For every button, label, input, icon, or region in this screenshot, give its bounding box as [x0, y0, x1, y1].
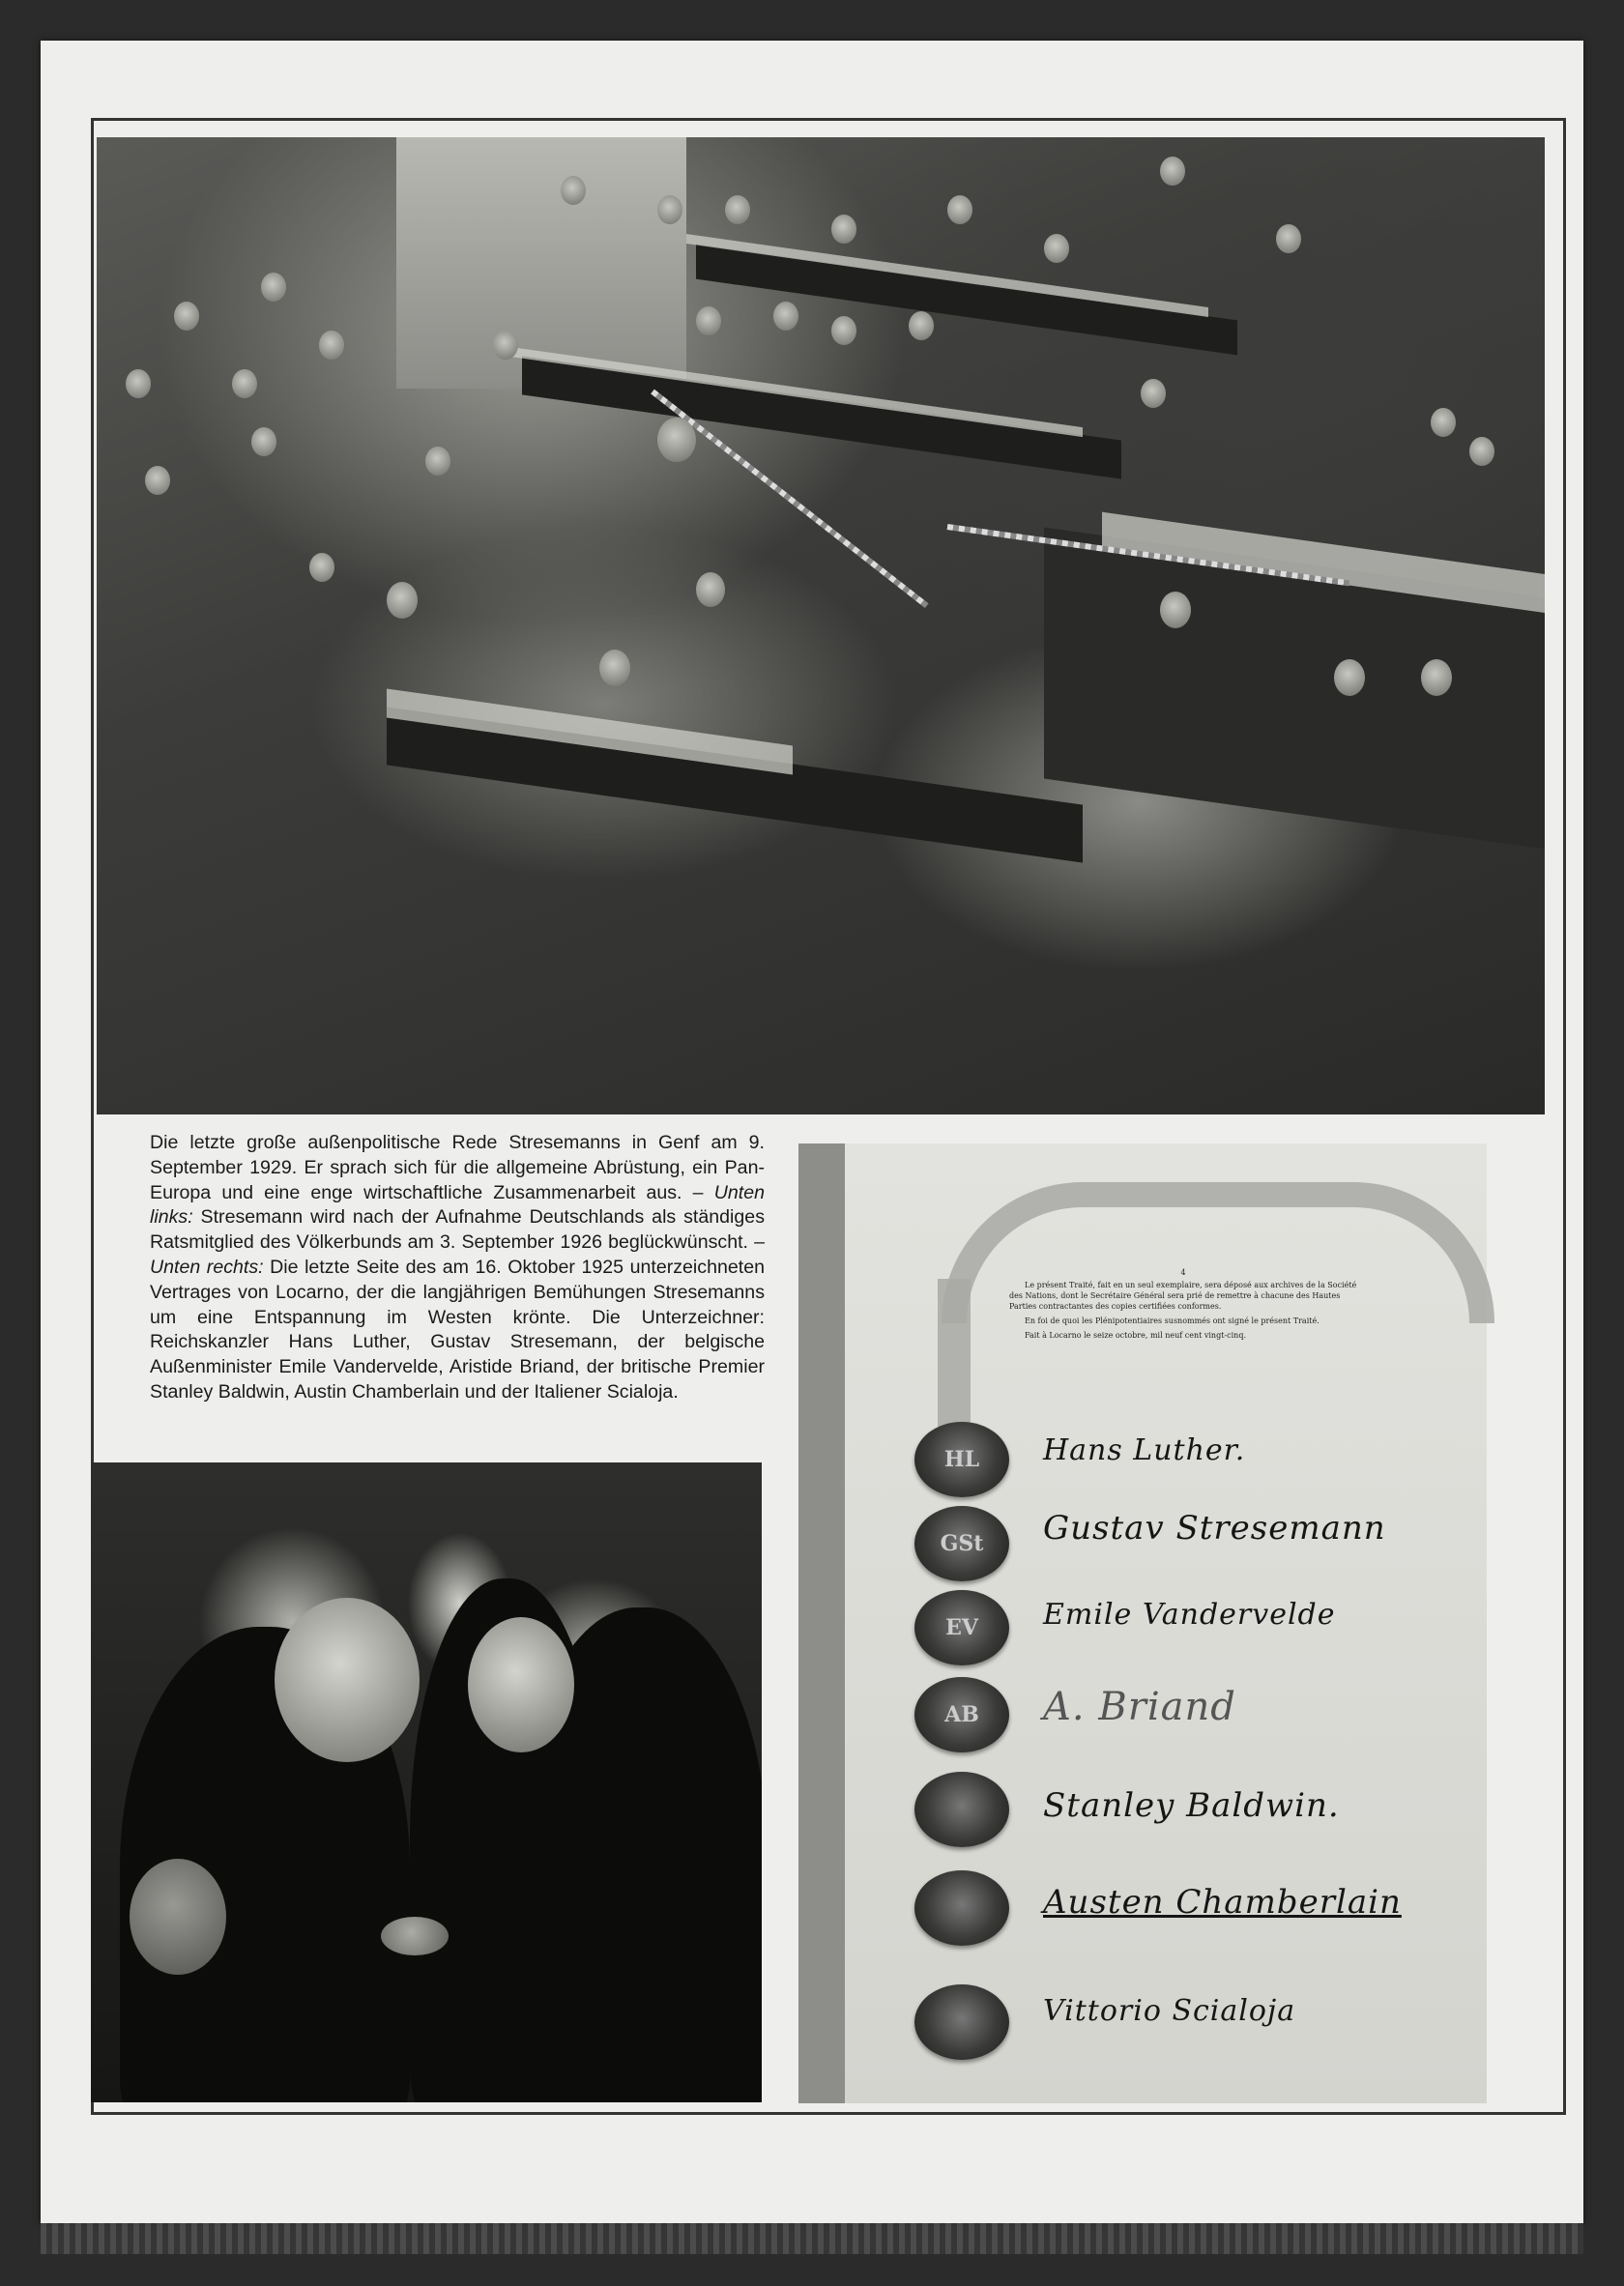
photo-head [1431, 408, 1456, 437]
photo-head [561, 176, 586, 205]
photo-head [126, 369, 151, 398]
treaty-sheet [845, 1143, 1487, 2103]
photo-head [1141, 379, 1166, 408]
treaty-paragraph: Fait à Locarno le seize octobre, mil neuf cent vingt-cinq. [1025, 1331, 1246, 1340]
caption-text-2: Stresemann wird nach der Aufnahme Deutschlands als ständiges Ratsmitglied des Völkerbunds am 3. September 1926 beglückwünscht. – [150, 1206, 765, 1254]
signature-briand: A. Briand [1043, 1685, 1236, 1729]
wax-seal [914, 1870, 1009, 1946]
photo-head [1276, 224, 1301, 253]
photo-head [696, 572, 725, 607]
photo-head [309, 553, 334, 582]
signature-stresemann: Gustav Stresemann [1043, 1509, 1386, 1548]
photo-head [831, 215, 856, 244]
wax-seal: EV [914, 1590, 1009, 1665]
photo-head [174, 302, 199, 331]
wax-seal [914, 1772, 1009, 1847]
photo-head [232, 369, 257, 398]
photo-head [947, 195, 972, 224]
caption-text-1: Die letzte große außenpolitische Rede Stresemanns in Genf am 9. September 1929. Er sprach sich für die allgemeine Abrüstung, ein Pan-Europa und eine enge wirtschaftliche Zusammenarbeit aus. – [150, 1132, 765, 1203]
treaty-text [1009, 1267, 1357, 1341]
treaty-page-number: 4 [1180, 1268, 1186, 1277]
photo-head [1334, 659, 1365, 696]
wax-seal: HL [914, 1422, 1009, 1497]
photo-head [1469, 437, 1494, 466]
photo-head [1044, 234, 1069, 263]
photo-head [387, 582, 418, 619]
caption-text-3: Die letzte Seite des am 16. Oktober 1925 unterzeichneten Vertrages von Locarno, der die langjährigen Bemühungen Stresemanns um eine Entspannung im Westen krönte. Die Unterzeichner: Reichskanzler Hans Luther, Gustav Stresemann, der belgische Außenminister Emile Vandervelde, Aristide Briand, der britische Premier Stanley Baldwin, Austin Chamberlain und der Italiener Scialoja. [150, 1256, 766, 1403]
photo-face [130, 1859, 226, 1975]
photo-head [1160, 157, 1185, 186]
photo-face [468, 1617, 574, 1752]
photo-head [599, 650, 630, 686]
photo-head [1160, 592, 1191, 628]
signature-luther: Hans Luther. [1043, 1433, 1246, 1467]
caption-label-left: Unten links: [150, 1181, 765, 1229]
photo-head [725, 195, 750, 224]
album-edge-strip [41, 2223, 1583, 2254]
photo-stresemann-congratulated [91, 1462, 762, 2102]
photo-head [145, 466, 170, 495]
signature-chamberlain: Austen Chamberlain [1043, 1883, 1402, 1922]
photo-head [493, 331, 518, 360]
photo-league-of-nations-assembly [97, 137, 1545, 1114]
photo-face [275, 1598, 420, 1762]
wax-seal: AB [914, 1677, 1009, 1752]
locarno-treaty-page [798, 1143, 1487, 2103]
treaty-paragraph: Le présent Traité, fait en un seul exemplaire, sera déposé aux archives de la Société des Nations, dont le Secrétaire Général sera prié de remettre à chacune des Hautes Parties contractantes des copies certifiées conformes. [1009, 1281, 1357, 1311]
photo-handshake [381, 1917, 449, 1955]
signature-scialoja: Vittorio Scialoja [1043, 1994, 1296, 2028]
signature-baldwin: Stanley Baldwin. [1043, 1786, 1340, 1825]
wax-seal: GSt [914, 1506, 1009, 1581]
photo-head [909, 311, 934, 340]
photo-head [773, 302, 798, 331]
photo-head [261, 273, 286, 302]
photo-head [425, 447, 450, 476]
photo-head [831, 316, 856, 345]
photo-head [319, 331, 344, 360]
caption-label-right: Unten rechts: [150, 1256, 264, 1278]
photo-caption [150, 1131, 765, 1405]
wax-seal [914, 1984, 1009, 2060]
photo-head [1421, 659, 1452, 696]
photo-bench [522, 356, 1121, 478]
photo-head [696, 306, 721, 335]
signature-vandervelde: Emile Vandervelde [1043, 1598, 1336, 1632]
photo-head-speaker [657, 418, 696, 462]
treaty-paragraph: En foi de quoi les Plénipotentiaires susnommés ont signé le présent Traité. [1025, 1317, 1320, 1325]
photo-head [657, 195, 682, 224]
photo-head [251, 427, 276, 456]
